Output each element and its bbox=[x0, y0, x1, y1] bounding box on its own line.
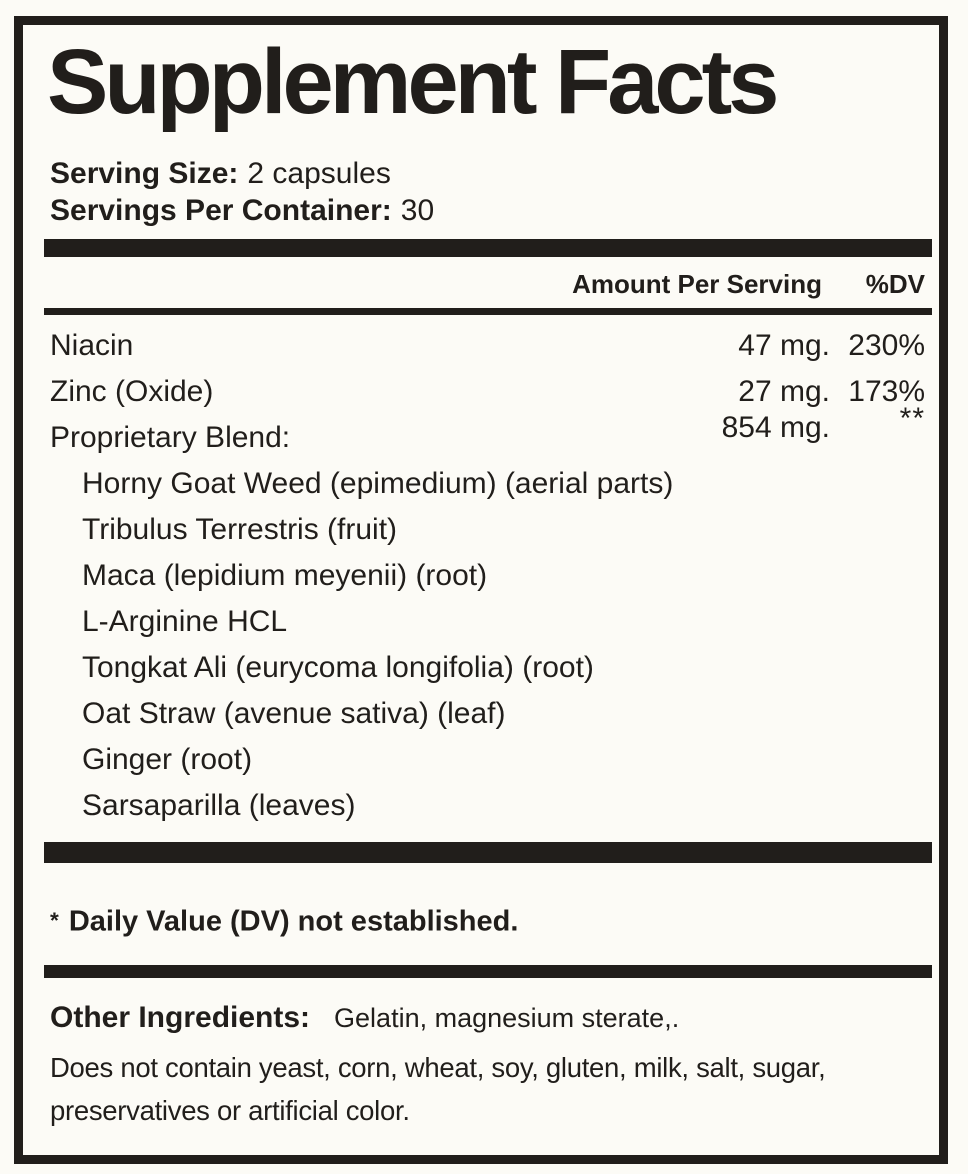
other-ingredients-label: Other Ingredients: bbox=[50, 1000, 311, 1034]
nutrient-name: Zinc (Oxide) bbox=[50, 375, 214, 408]
disclaimer-line: Does not contain yeast, corn, wheat, soy, gluten, milk, salt, sugar, bbox=[50, 1051, 826, 1083]
divider-bar-other-ingredients bbox=[44, 965, 932, 978]
footnote-text: Daily Value (DV) not established. bbox=[68, 905, 519, 938]
serving-size-label: Serving Size: bbox=[50, 157, 239, 190]
blend-ingredient: Ginger (root) bbox=[82, 743, 253, 776]
blend-ingredient: Oat Straw (avenue sativa) (leaf) bbox=[82, 697, 506, 730]
blend-ingredient: Tribulus Terrestris (fruit) bbox=[82, 513, 398, 546]
proprietary-blend-list bbox=[50, 461, 925, 829]
nutrient-dv: 230% bbox=[848, 329, 925, 362]
nutrient-amount: 47 mg. bbox=[738, 329, 830, 362]
contains-disclaimer bbox=[50, 1046, 925, 1132]
nutrient-dv-double-asterisk: ** bbox=[899, 402, 925, 435]
nutrient-row-niacin bbox=[50, 323, 925, 369]
nutrient-row-proprietary-blend bbox=[50, 402, 925, 461]
nutrient-dv: 173% bbox=[848, 375, 925, 408]
other-ingredients-value: Gelatin, magnesium sterate,. bbox=[334, 1002, 680, 1033]
blend-ingredient: Horny Goat Weed (epimedium) (aerial parts) bbox=[82, 467, 674, 500]
divider-bar-middle bbox=[44, 842, 932, 863]
other-ingredients-line bbox=[50, 998, 925, 1038]
daily-value-footnote bbox=[50, 903, 925, 940]
divider-bar-under-header bbox=[44, 308, 932, 315]
nutrient-amount: 27 mg. bbox=[738, 375, 830, 408]
panel-title: Supplement Facts bbox=[47, 31, 776, 133]
nutrient-rows bbox=[50, 323, 925, 829]
serving-size-value: 2 capsules bbox=[247, 157, 391, 190]
serving-info bbox=[50, 155, 925, 229]
footnote-asterisk: * bbox=[50, 908, 59, 933]
nutrient-amount: 854 mg. bbox=[721, 411, 830, 444]
supplement-facts-panel bbox=[14, 16, 948, 1164]
blend-ingredient: Tongkat Ali (eurycoma longifolia) (root) bbox=[82, 651, 594, 684]
nutrient-name: Niacin bbox=[50, 329, 134, 362]
percent-dv-header: %DV bbox=[865, 269, 925, 299]
serving-size-line bbox=[50, 155, 925, 192]
blend-ingredient: L-Arginine HCL bbox=[82, 605, 288, 638]
nutrient-name: Proprietary Blend: bbox=[50, 421, 291, 454]
divider-bar-top bbox=[44, 239, 932, 257]
disclaimer-line: preservatives or artificial color. bbox=[50, 1094, 410, 1126]
blend-ingredient: Sarsaparilla (leaves) bbox=[82, 789, 356, 822]
servings-per-container-line bbox=[50, 192, 925, 229]
amount-per-serving-header: Amount Per Serving bbox=[572, 269, 822, 299]
column-header-row bbox=[50, 269, 925, 300]
blend-ingredient: Maca (lepidium meyenii) (root) bbox=[82, 559, 488, 592]
servings-per-container-value: 30 bbox=[400, 194, 435, 227]
servings-per-container-label: Servings Per Container: bbox=[50, 194, 392, 227]
